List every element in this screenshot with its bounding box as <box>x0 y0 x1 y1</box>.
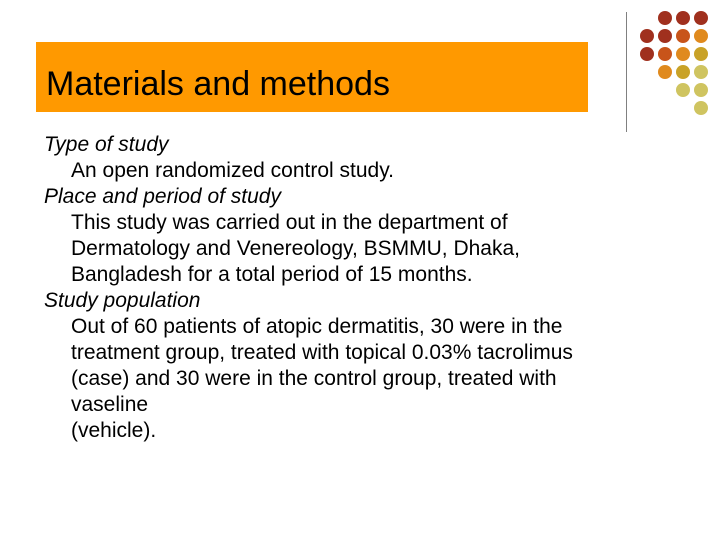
decorative-dot <box>640 83 654 97</box>
decorative-dot <box>676 29 690 43</box>
decorative-dot <box>694 47 708 61</box>
section-text-line: vaseline <box>71 393 149 416</box>
decorative-dot <box>694 83 708 97</box>
decorative-dot <box>676 47 690 61</box>
decorative-dot <box>640 29 654 43</box>
decorative-dot <box>676 101 690 115</box>
decorative-dot <box>676 11 690 25</box>
title-divider-line <box>626 12 627 132</box>
section-heading: Type of study <box>44 133 169 156</box>
decorative-dot <box>658 47 672 61</box>
decorative-dot-grid <box>640 11 708 115</box>
decorative-dot <box>640 11 654 25</box>
decorative-dot <box>640 65 654 79</box>
section-place-and-period <box>44 184 684 288</box>
decorative-dot <box>658 11 672 25</box>
decorative-dot <box>694 65 708 79</box>
section-text-line: (vehicle). <box>71 419 157 442</box>
decorative-dot <box>694 101 708 115</box>
title-bar <box>36 42 588 112</box>
decorative-dot <box>658 65 672 79</box>
decorative-dot <box>694 29 708 43</box>
section-type-of-study <box>44 132 684 184</box>
section-text-line: This study was carried out in the department of <box>71 211 508 234</box>
section-text-line: (case) and 30 were in the control group, treated with <box>71 367 557 390</box>
decorative-dot <box>658 101 672 115</box>
decorative-dot <box>640 101 654 115</box>
section-heading: Place and period of study <box>44 185 281 208</box>
slide-title: Materials and methods <box>46 65 390 103</box>
section-text-line: Out of 60 patients of atopic dermatitis, 30 were in the <box>71 315 563 338</box>
section-study-population <box>44 288 684 444</box>
decorative-dot <box>676 83 690 97</box>
slide-body <box>44 132 684 444</box>
section-heading: Study population <box>44 289 201 312</box>
decorative-dot <box>658 29 672 43</box>
decorative-dot <box>694 11 708 25</box>
section-text-line: treatment group, treated with topical 0.03% tacrolimus <box>71 341 573 364</box>
decorative-dot <box>676 65 690 79</box>
section-text-line: Dermatology and Venereology, BSMMU, Dhaka, <box>71 237 520 260</box>
section-text-line: An open randomized control study. <box>71 159 394 182</box>
section-text-line: Bangladesh for a total period of 15 months. <box>71 263 473 286</box>
decorative-dot <box>658 83 672 97</box>
decorative-dot <box>640 47 654 61</box>
